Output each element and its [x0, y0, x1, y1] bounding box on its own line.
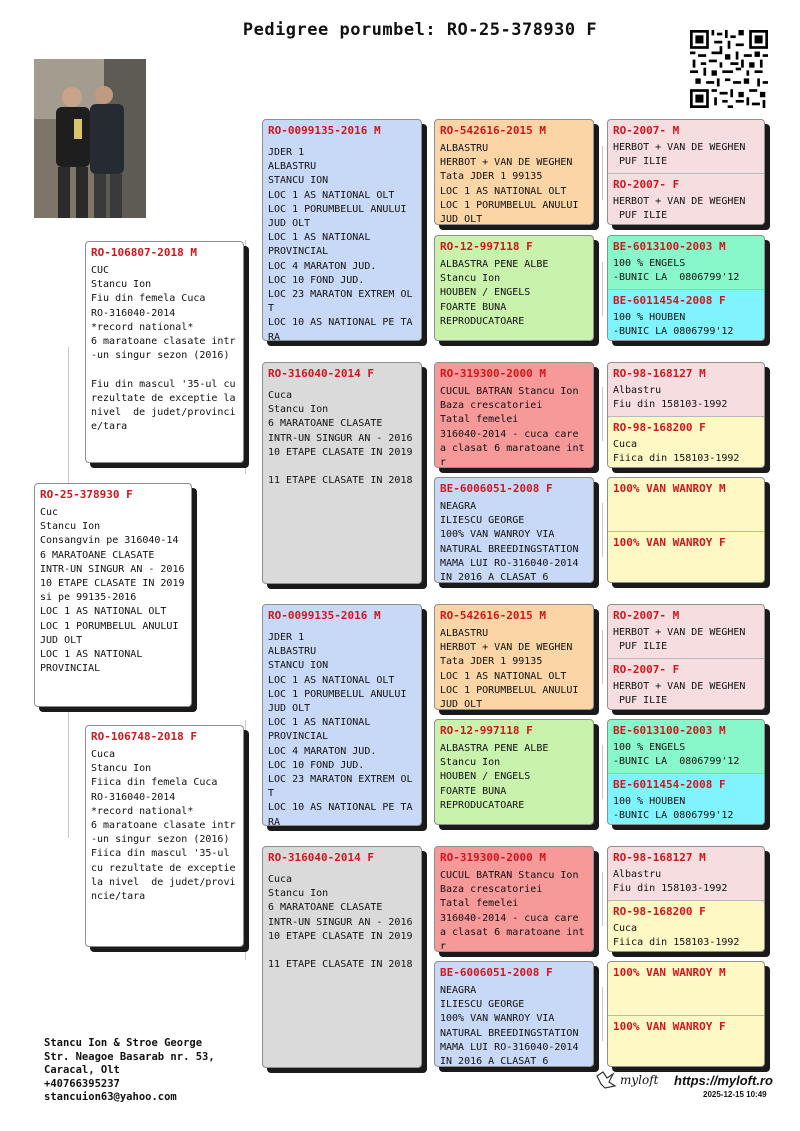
g4-pair [607, 846, 765, 952]
g4-id: BE-6013100-2003 M [613, 240, 726, 253]
grandparent-card[interactable] [262, 604, 422, 826]
g4-id: RO-2007- F [613, 663, 680, 676]
g4-card[interactable] [608, 720, 764, 773]
g4-id: 100% VAN WANROY M [613, 966, 726, 979]
g4-id: 100% VAN WANROY F [613, 1020, 726, 1033]
g4-text: HERBOT + VAN DE WEGHEN PUF ILIE [613, 196, 746, 221]
g4-pair [607, 961, 765, 1067]
grandparent-text: JDER 1 ALBASTRU STANCU ION LOC 1 AS NATIONAL OLT LOC 1 PORUMBELUL ANULUI JUD OLT LOC 1 AS NATIONAL PROVINCIAL LOC 4 MARATON JUD. LOC 10 FOND JUD. LOC 23 MARATON EXTREM OL T LOC 10 AS NATIONAL PE TA RA [268, 147, 413, 341]
grandparent-id: RO-316040-2014 F [268, 851, 374, 864]
photo-icon [34, 59, 146, 218]
subject-card[interactable] [34, 483, 192, 707]
great-grandparent-text: ALBASTRA PENE ALBE Stancu Ion HOUBEN / ENGELS FOARTE BUNA REPRODUCATOARE [440, 743, 549, 811]
g4-pair [607, 719, 765, 825]
g4-text: HERBOT + VAN DE WEGHEN PUF ILIE [613, 142, 746, 167]
great-grandparent-text: CUCUL BATRAN Stancu Ion Baza crescatoriei Tatal femelei 316040-2014 - cuca care a clasat 6 maratoane int r [440, 386, 585, 468]
subject-text: Cuc Stancu Ion Consangvin pe 316040-14 6 MARATOANE CLASATE INTR-UN SINGUR AN - 2016 10 ETAPE CLASATE IN 2019 si pe 99135-2016 LOC 1 AS NATIONAL OLT LOC 1 PORUMBELUL ANULUI JUD OLT LOC 1 AS NATIONAL PROVINCIAL [40, 507, 185, 675]
great-grandparent-text: NEAGRA ILIESCU GEORGE 100% VAN WANROY VIA NATURAL BREEDINGSTATION MAMA LUI RO-316040-2014 IN 2016 A CLASAT 6 [440, 501, 579, 583]
footer-contact: Stancu Ion & Stroe George Str. Neagoe Basarab nr. 53, Caracal, Olt +40766395237 stancuion63@yahoo.com [44, 1037, 215, 1104]
great-grandparent-card[interactable] [434, 362, 594, 468]
great-grandparent-id: RO-542616-2015 M [440, 124, 546, 137]
g4-pair [607, 119, 765, 225]
g4-card[interactable] [608, 174, 764, 225]
dam-card[interactable] [85, 725, 244, 947]
sire-text: CUC Stancu Ion Fiu din femela Cuca RO-316040-2014 *record national* 6 maratoane clasate intr -un singur sezon (2016) Fiu din mascul '35-ul cu rezultate de exceptie la nivel de judet/provinci e/tara [91, 265, 236, 433]
g4-card[interactable] [608, 236, 764, 289]
g4-id: RO-98-168200 F [613, 421, 706, 434]
g4-text: Albastru Fiu din 158103-1992 [613, 385, 728, 410]
grandparent-id: RO-316040-2014 F [268, 367, 374, 380]
grandparent-id: RO-0099135-2016 M [268, 609, 381, 622]
great-grandparent-card[interactable] [434, 477, 594, 583]
g4-id: RO-2007- F [613, 178, 680, 191]
g4-id: 100% VAN WANROY F [613, 536, 726, 549]
sire-card[interactable] [85, 241, 244, 463]
great-grandparent-id: RO-12-997118 F [440, 724, 533, 737]
great-grandparent-card[interactable] [434, 119, 594, 225]
g4-text: 100 % HOUBEN -BUNIC LA 0806799'12 [613, 312, 734, 337]
great-grandparent-id: BE-6006051-2008 F [440, 482, 553, 495]
dam-text: Cuca Stancu Ion Fiica din femela Cuca RO-316040-2014 *record national* 6 maratoane clasate intr -un singur sezon (2016) Fiica din mascul '35-ul cu rezultate de exceptie la nivel de judet/provi ncie/tara [91, 749, 236, 903]
great-grandparent-text: ALBASTRU HERBOT + VAN DE WEGHEN Tata JDER 1 99135 LOC 1 AS NATIONAL OLT LOC 1 PORUMBELUL ANULUI JUD OLT [440, 143, 579, 225]
logo-text: myloft [620, 1073, 659, 1087]
great-grandparent-id: BE-6006051-2008 F [440, 966, 553, 979]
grandparent-text: Cuca Stancu Ion 6 MARATOANE CLASATE INTR-UN SINGUR AN - 2016 10 ETAPE CLASATE IN 2019 11 ETAPE CLASATE IN 2018 [268, 874, 413, 971]
g4-card[interactable] [608, 847, 764, 900]
great-grandparent-text: CUCUL BATRAN Stancu Ion Baza crescatoriei Tatal femelei 316040-2014 - cuca care a clasat 6 maratoane int r [440, 870, 585, 952]
g4-card[interactable] [608, 290, 764, 341]
great-grandparent-card[interactable] [434, 719, 594, 825]
great-grandparent-card[interactable] [434, 961, 594, 1067]
sire-id: RO-106807-2018 M [91, 246, 197, 259]
great-grandparent-text: ALBASTRA PENE ALBE Stancu Ion HOUBEN / ENGELS FOARTE BUNA REPRODUCATOARE [440, 259, 549, 327]
g4-text: 100 % ENGELS -BUNIC LA 0806799'12 [613, 258, 740, 283]
g4-text: HERBOT + VAN DE WEGHEN PUF ILIE [613, 627, 746, 652]
great-grandparent-card[interactable] [434, 604, 594, 710]
g4-card[interactable] [608, 1016, 764, 1067]
g4-text: 100 % HOUBEN -BUNIC LA 0806799'12 [613, 796, 734, 821]
g4-pair [607, 477, 765, 583]
timestamp: 2025-12-15 10:49 [703, 1090, 767, 1099]
great-grandparent-card[interactable] [434, 235, 594, 341]
g4-text: HERBOT + VAN DE WEGHEN PUF ILIE [613, 681, 746, 706]
dam-id: RO-106748-2018 F [91, 730, 197, 743]
g4-card[interactable] [608, 605, 764, 658]
g4-id: RO-98-168127 M [613, 367, 706, 380]
g4-id: RO-2007- M [613, 124, 680, 137]
g4-id: RO-98-168200 F [613, 905, 706, 918]
g4-id: RO-2007- M [613, 609, 680, 622]
grandparent-text: Cuca Stancu Ion 6 MARATOANE CLASATE INTR-UN SINGUR AN - 2016 10 ETAPE CLASATE IN 2019 11 ETAPE CLASATE IN 2018 [268, 390, 413, 487]
g4-card[interactable] [608, 478, 764, 531]
g4-text: Cuca Fiica din 158103-1992 [613, 439, 740, 464]
grandparent-text: JDER 1 ALBASTRU STANCU ION LOC 1 AS NATIONAL OLT LOC 1 PORUMBELUL ANULUI JUD OLT LOC 1 AS NATIONAL PROVINCIAL LOC 4 MARATON JUD. LOC 10 FOND JUD. LOC 23 MARATON EXTREM OL T LOC 10 AS NATIONAL PE TA RA [268, 632, 413, 826]
g4-card[interactable] [608, 659, 764, 710]
g4-text: Cuca Fiica din 158103-1992 [613, 923, 740, 948]
grandparent-card[interactable] [262, 362, 422, 584]
photo [34, 59, 146, 218]
great-grandparent-id: RO-542616-2015 M [440, 609, 546, 622]
great-grandparent-text: ALBASTRU HERBOT + VAN DE WEGHEN Tata JDER 1 99135 LOC 1 AS NATIONAL OLT LOC 1 PORUMBELUL ANULUI JUD OLT [440, 628, 579, 710]
g4-text: 100 % ENGELS -BUNIC LA 0806799'12 [613, 742, 740, 767]
great-grandparent-id: RO-319300-2000 M [440, 367, 546, 380]
g4-id: BE-6013100-2003 M [613, 724, 726, 737]
qr-code-icon [690, 30, 768, 108]
g4-card[interactable] [608, 120, 764, 173]
g4-id: BE-6011454-2008 F [613, 294, 726, 307]
g4-pair [607, 604, 765, 710]
g4-card[interactable] [608, 901, 764, 952]
g4-card[interactable] [608, 962, 764, 1015]
grandparent-id: RO-0099135-2016 M [268, 124, 381, 137]
g4-card[interactable] [608, 774, 764, 825]
great-grandparent-text: NEAGRA ILIESCU GEORGE 100% VAN WANROY VIA NATURAL BREEDINGSTATION MAMA LUI RO-316040-2014 IN 2016 A CLASAT 6 [440, 985, 579, 1067]
g4-id: RO-98-168127 M [613, 851, 706, 864]
g4-card[interactable] [608, 532, 764, 583]
grandparent-card[interactable] [262, 846, 422, 1068]
g4-card[interactable] [608, 363, 764, 416]
page-title: Pedigree porumbel: RO-25-378930 F [242, 20, 598, 40]
subject-id: RO-25-378930 F [40, 488, 133, 501]
site-link[interactable]: https://myloft.ro [674, 1073, 773, 1088]
g4-card[interactable] [608, 417, 764, 468]
g4-text: Albastru Fiu din 158103-1992 [613, 869, 728, 894]
g4-pair [607, 235, 765, 341]
g4-id: 100% VAN WANROY M [613, 482, 726, 495]
grandparent-card[interactable] [262, 119, 422, 341]
great-grandparent-card[interactable] [434, 846, 594, 952]
great-grandparent-id: RO-12-997118 F [440, 240, 533, 253]
g4-id: BE-6011454-2008 F [613, 778, 726, 791]
g4-pair [607, 362, 765, 468]
great-grandparent-id: RO-319300-2000 M [440, 851, 546, 864]
